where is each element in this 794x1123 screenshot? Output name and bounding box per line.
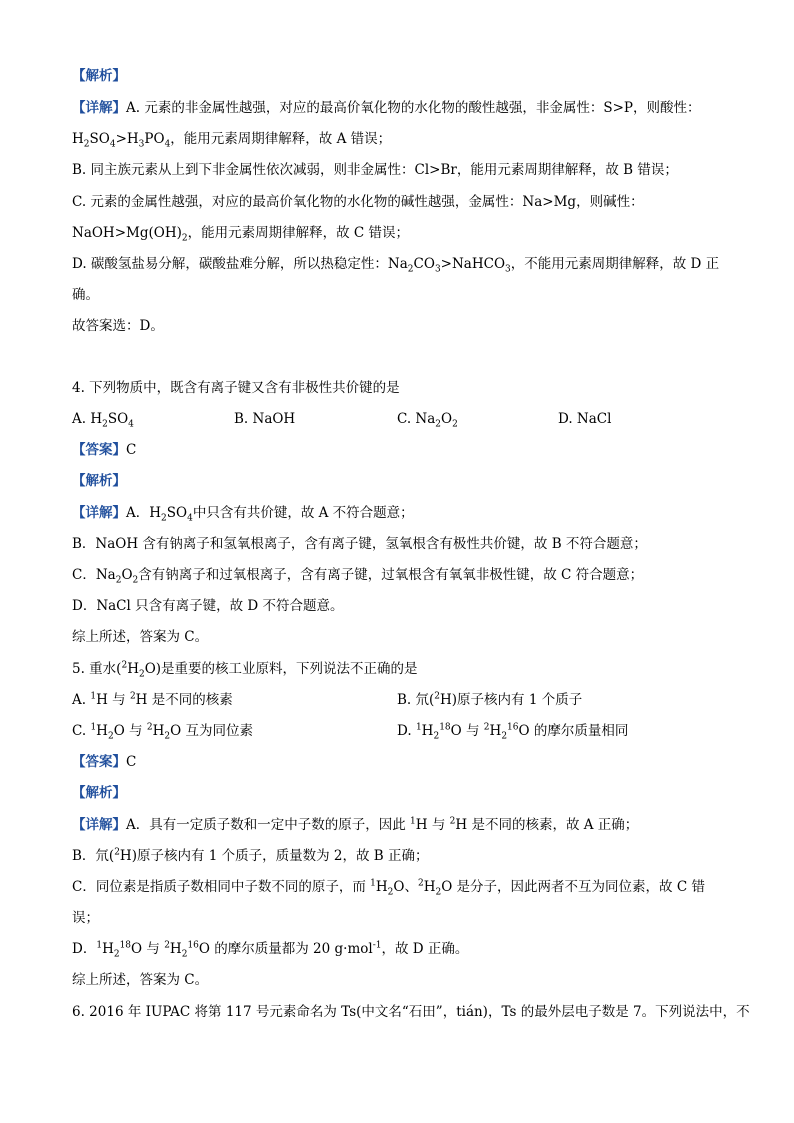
option-c: C. $^1H_2O$ 与 $^2H_2O$ 互为同位素 [72, 722, 253, 742]
text-line: C．$Na_2O_2$含有钠离子和过氧根离子，含有离子键，过氧根含有氧氧非极性键，故 C 符合题意； [72, 567, 644, 586]
analysis-tag: 【解析】 [72, 68, 126, 84]
option-c: C. $Na_2O_2$ [397, 411, 458, 430]
text-line: D．$^1H_2^{18}O$ 与 $^2H_2^{16}O$ 的摩尔质量都为 20 g·mol$^{-1}$，故 D 正确。 [72, 940, 469, 960]
text-line: 确。 [72, 287, 99, 303]
detail-line: 【详解】A．$H_2SO_4$中只含有共价键，故 A 不符合题意； [72, 505, 414, 524]
conclusion-line: 故答案选：D。 [72, 318, 164, 334]
detail-line: 【详解】A. 元素的非金属性越强，对应的最高价氧化物的水化物的酸性越强，非金属性：S>P，则酸性： [72, 100, 701, 116]
option-d: D. $^1H_2^{18}O$ 与 $^2H_2^{16}O$ 的摩尔质量相同 [397, 722, 629, 742]
text-line: C. 元素的金属性越强，对应的最高价氧化物的水化物的碱性越强，金属性：Na>Mg，则碱性： [72, 194, 644, 210]
text-line: $H_2SO_4>H_3PO_4$，能用元素周期律解释，故 A 错误； [72, 131, 392, 150]
text-line: B．NaOH 含有钠离子和氢氧根离子，含有离子键，氢氧根含有极性共价键，故 B 不符合题意； [72, 536, 647, 552]
question-stem: 6. 2016 年 IUPAC 将第 117 号元素命名为 Ts(中文名“石田”，tián)，Ts 的最外层电子数是 7。下列说法中，不 [72, 1004, 750, 1020]
text-line: D. 碳酸氢盐易分解，碳酸盐难分解，所以热稳定性：$Na_2CO_3>NaHCO_3$，不能用元素周期律解释，故 D 正 [72, 256, 720, 275]
conclusion-line: 综上所述，答案为 C。 [72, 972, 209, 988]
option-d: D. NaCl [558, 411, 612, 427]
text-line: 误； [72, 910, 99, 926]
option-b: B. NaOH [234, 411, 296, 427]
analysis-tag: 【解析】 [72, 785, 126, 801]
conclusion-line: 综上所述，答案为 C。 [72, 629, 209, 645]
text-line: D．NaCl 只含有离子键，故 D 不符合题意。 [72, 598, 344, 614]
text-line: $NaOH>Mg(OH)_2$，能用元素周期律解释，故 C 错误； [72, 225, 410, 244]
question-stem: 4. 下列物质中，既含有离子键又含有非极性共价键的是 [72, 380, 400, 396]
text-line: B. 同主族元素从上到下非金属性依次减弱，则非金属性：Cl>Br，能用元素周期律解释，故 B 错误； [72, 162, 678, 178]
option-b: B. 氘($^2$H)原子核内有 1 个质子 [397, 691, 583, 708]
analysis-tag: 【解析】 [72, 473, 126, 489]
option-a: A. $^1$H 与 $^2$H 是不同的核素 [72, 691, 233, 708]
option-a: A. $H_2SO_4$ [72, 411, 134, 430]
detail-line: 【详解】A．具有一定质子数和一定中子数的原子，因此 $^1$H 与 $^2$H 是不同的核素，故 A 正确； [72, 816, 639, 833]
text-line: C．同位素是指质子数相同中子数不同的原子，而 $^1H_2O$、$^2H_2O$ 是分子，因此两者不互为同位素，故 C 错 [72, 878, 705, 898]
answer-line: 【答案】C [72, 442, 137, 458]
question-stem: 5. 重水$(^2H_2O)$是重要的核工业原料，下列说法不正确的是 [72, 660, 418, 680]
answer-line: 【答案】C [72, 754, 137, 770]
text-line: B．氘($^2$H)原子核内有 1 个质子，质量数为 2，故 B 正确； [72, 847, 429, 864]
